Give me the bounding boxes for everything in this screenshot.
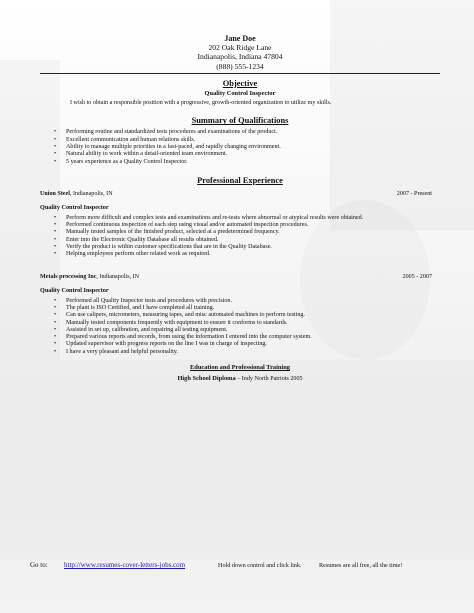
list-item: • Verify the product is within customer specifications that are in the Quality Database. — [66, 244, 440, 251]
list-item: • Perform more difficult and complex tests and examinations and re-tests where abnormal or atypical results were obtained. — [66, 215, 440, 222]
job-duties-list — [40, 298, 440, 356]
header-divider — [40, 73, 440, 74]
goto-label: Go to: — [30, 561, 48, 569]
applicant-name: Jane Doe — [224, 34, 256, 43]
phone-number: (888) 555-1234 — [216, 61, 264, 71]
list-item: • Manually tested samples of the finished product, selected at a predetermined frequency. — [66, 229, 440, 236]
list-item: • Performed continuous inspection of each step using visual and/or automated inspection procedures. — [66, 222, 440, 229]
street-address: 202 Oak Ridge Lane — [208, 43, 272, 53]
list-item: • Manually tested components frequently with equipment to ensure it conforms to standards. — [66, 320, 440, 327]
job-title: Quality Control Inspector — [40, 203, 109, 211]
website-link[interactable]: http://www.resumes-cover-letters-jobs.com — [64, 561, 186, 569]
footer-bar — [0, 556, 474, 574]
education-school: – Indy North Patriots 2005 — [235, 376, 303, 383]
list-item: • Excellent communication and human relations skills. — [66, 137, 440, 144]
job-header — [40, 273, 440, 281]
summary-heading: Summary of Qualifications — [191, 116, 289, 126]
company-name: Union Steel — [40, 190, 70, 197]
company-name: Metals processing Inc — [40, 273, 97, 280]
list-item: • Prepared various reports and records, from using the information I entered into the computer system. — [66, 334, 440, 341]
list-item: • Performed all Quality Inspector tests and procedures with precision. — [66, 298, 440, 305]
objective-text: I wish to obtain a responsible position with a progressive, growth-oriented organization to utilize my skills. — [70, 99, 332, 106]
list-item: • Updated supervisor with progress reports on the line I was in charge of inspecting. — [66, 341, 440, 348]
education-heading: Education and Professional Training — [190, 364, 290, 372]
job-employer — [40, 190, 113, 198]
job-dates: 2005 - 2007 — [402, 273, 432, 280]
company-location: , Indianapolis, IN — [69, 190, 113, 197]
list-item: • I have a very pleasant and helpful personality. — [66, 349, 440, 356]
job-duties-list — [40, 215, 440, 259]
list-item: • Can use calipers, micrometers, measuring tapes, and misc automated machines to perform testing. — [66, 312, 440, 319]
job-header — [40, 190, 440, 198]
objective-position: Quality Control Inspector — [204, 89, 276, 97]
job-title: Quality Control Inspector — [40, 286, 109, 294]
job-employer — [40, 273, 139, 281]
free-resumes-note: Resumes are all free, all the time! — [319, 562, 403, 569]
job-dates: 2007 - Present — [396, 190, 432, 197]
experience-heading: Professional Experience — [197, 175, 283, 185]
list-item: • Assisted in set up, calibration, and repairing all testing equipment. — [66, 327, 440, 334]
list-item: • Natural ability to work within a detail-oriented team environment. — [66, 151, 440, 158]
list-item: • 5 years experience as a Quality Control Inspector. — [66, 159, 440, 166]
city-state-zip: Indianapolis, Indiana 47804 — [197, 52, 283, 62]
company-location: , Indianapolis, IN — [96, 273, 140, 280]
list-item: • Performing routine and standardized tests procedures and examinations of the product. — [66, 129, 440, 136]
contact-header — [40, 34, 440, 71]
link-instruction: Hold down control and click link. — [218, 562, 302, 569]
summary-list — [40, 129, 440, 165]
resume-content — [40, 34, 440, 564]
education-entry — [40, 375, 440, 384]
list-item: • The plant is ISO Certified, and I have completed all training. — [66, 305, 440, 312]
objective-heading: Objective — [222, 78, 258, 88]
education-degree: High School Diploma — [177, 375, 236, 383]
list-item: • Helping employees perform other related work as required. — [66, 251, 440, 258]
list-item: • Enter into the Electronic Quality Database all results obtained. — [66, 237, 440, 244]
list-item: • Ability to manage multiple priorities in a fast-paced, and rapidly changing environment. — [66, 144, 440, 151]
